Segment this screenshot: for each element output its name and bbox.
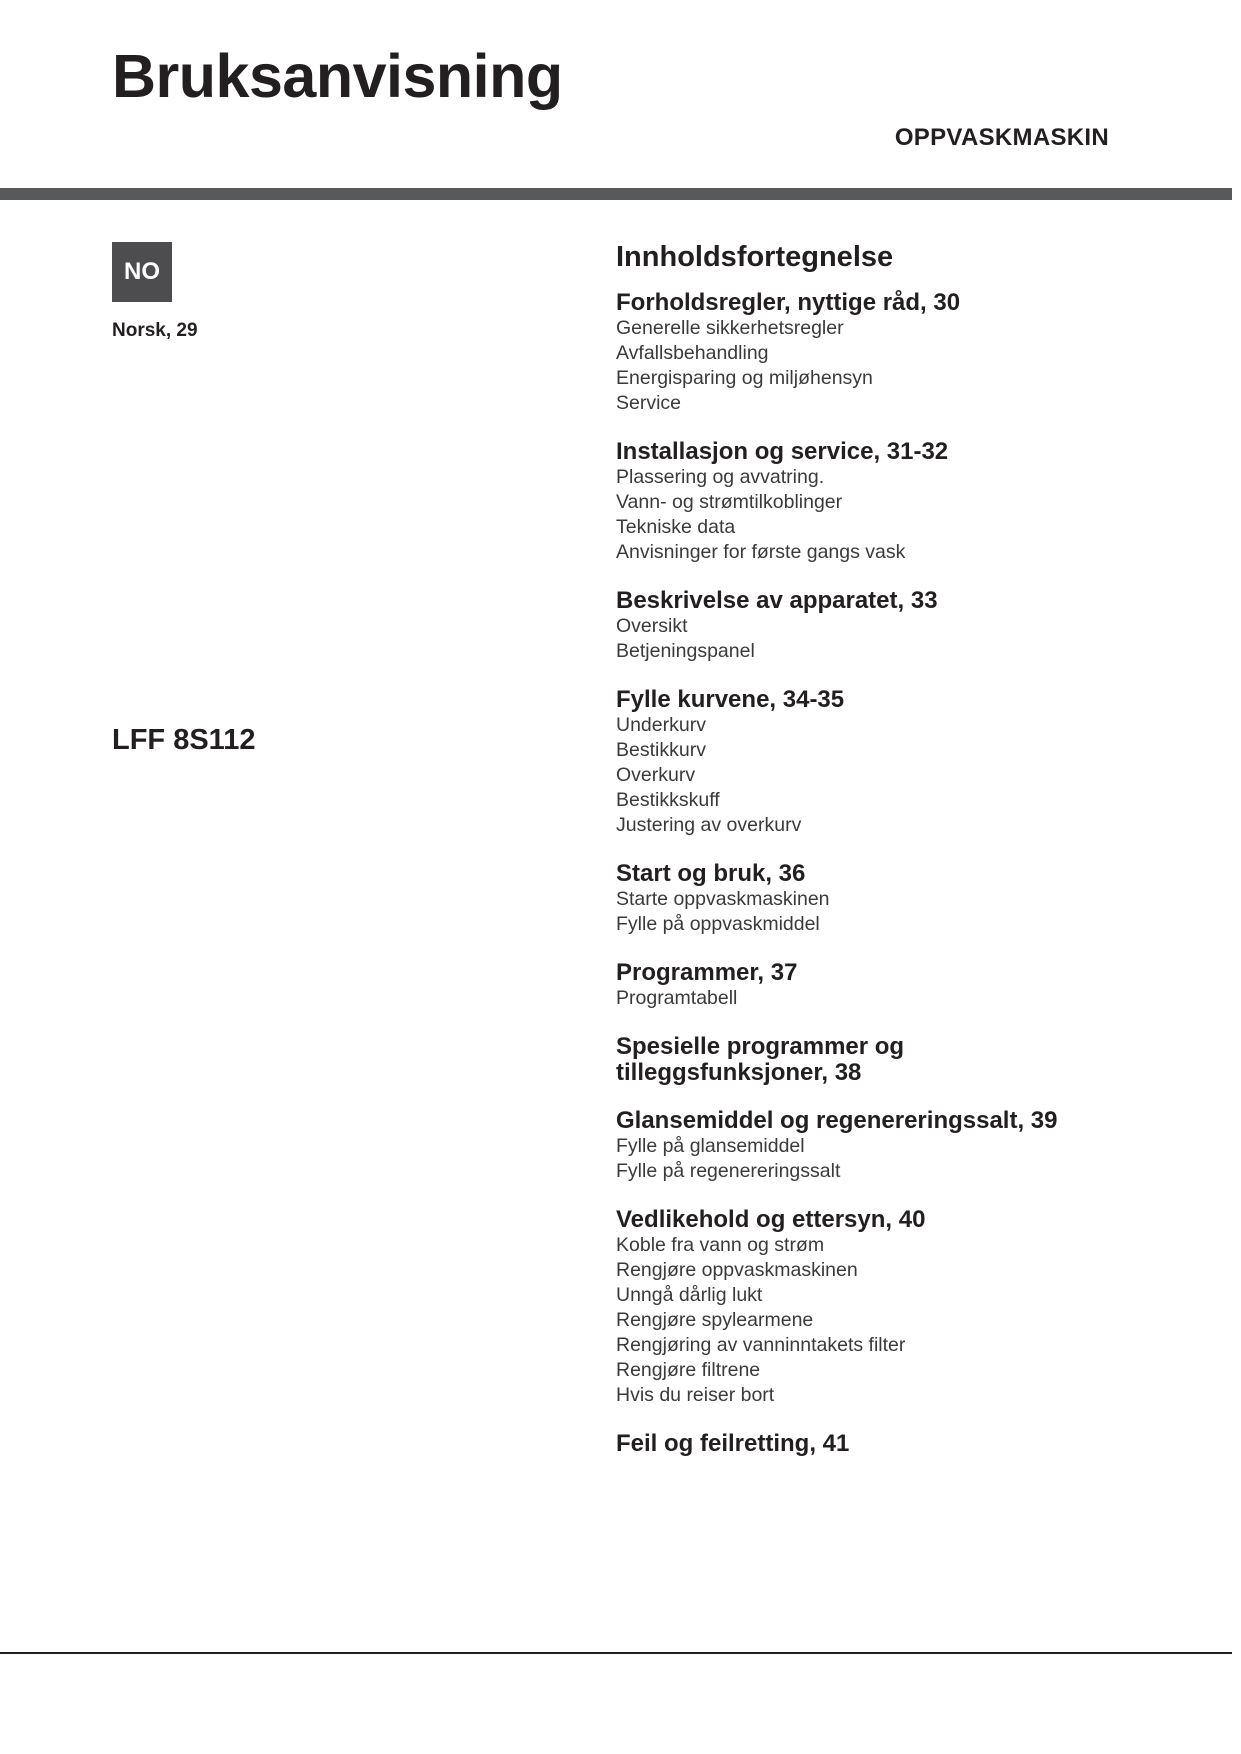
language-badge: NO: [112, 242, 172, 302]
toc-item: Rengjøring av vanninntakets filter: [616, 1334, 906, 1356]
header-divider-bar: [0, 188, 1232, 200]
toc-section: [616, 588, 1176, 664]
toc-heading: Innholdsfortegnelse: [616, 241, 894, 273]
toc-item: Generelle sikkerhetsregler: [616, 317, 844, 339]
language-page-label: Norsk, 29: [112, 320, 198, 341]
toc-section-title: Forholdsregler, nyttige råd, 30: [616, 289, 961, 316]
toc-section: [616, 439, 1176, 565]
toc-section: [616, 290, 1176, 416]
toc-item: Fylle på oppvaskmiddel: [616, 913, 820, 935]
toc-section-title: Programmer, 37: [616, 959, 798, 986]
table-of-contents: [616, 240, 1176, 1479]
footer-divider-line: [0, 1652, 1232, 1654]
toc-item: Tekniske data: [616, 516, 736, 538]
toc-item: Bestikkskuff: [616, 789, 720, 811]
toc-item: Unngå dårlig lukt: [616, 1284, 763, 1306]
toc-item: Fylle på regenereringssalt: [616, 1160, 841, 1182]
toc-section-title: Installasjon og service, 31-32: [616, 438, 949, 465]
toc-item: Rengjøre spylearmene: [616, 1309, 814, 1331]
toc-section: [616, 1034, 1176, 1085]
toc-item: Energisparing og miljøhensyn: [616, 367, 873, 389]
toc-item: Rengjøre oppvaskmaskinen: [616, 1259, 858, 1281]
toc-item: Underkurv: [616, 714, 706, 736]
toc-item: Vann- og strømtilkoblinger: [616, 491, 843, 513]
toc-item: Starte oppvaskmaskinen: [616, 888, 830, 910]
toc-section-title: Spesielle programmer og: [616, 1033, 905, 1060]
toc-section-title: Vedlikehold og ettersyn, 40: [616, 1206, 926, 1233]
toc-section-title: Start og bruk, 36: [616, 860, 806, 887]
toc-item: Justering av overkurv: [616, 814, 802, 836]
toc-item: Overkurv: [616, 764, 696, 786]
toc-section-title: tilleggsfunksjoner, 38: [616, 1059, 862, 1086]
toc-item: Anvisninger for første gangs vask: [616, 541, 906, 563]
toc-section: [616, 960, 1176, 1011]
toc-section: [616, 1431, 1176, 1456]
toc-item: Koble fra vann og strøm: [616, 1234, 825, 1256]
toc-section: [616, 1207, 1176, 1408]
toc-item: Plassering og avvatring.: [616, 466, 825, 488]
toc-item: Rengjøre filtrene: [616, 1359, 761, 1381]
toc-item: Hvis du reiser bort: [616, 1384, 775, 1406]
document-title: Bruksanvisning: [112, 42, 563, 110]
toc-section: [616, 861, 1176, 937]
toc-item: Betjeningspanel: [616, 640, 755, 662]
toc-item: Programtabell: [616, 987, 738, 1009]
product-type-label: OPPVASKMASKIN: [894, 124, 1109, 151]
toc-section-title: Beskrivelse av apparatet, 33: [616, 587, 938, 614]
toc-section-title: Fylle kurvene, 34-35: [616, 686, 845, 713]
toc-item: Oversikt: [616, 615, 688, 637]
toc-item: Bestikkurv: [616, 739, 706, 761]
toc-section: [616, 687, 1176, 838]
model-number: LFF 8S112: [112, 724, 256, 756]
toc-section-title: Glansemiddel og regenereringssalt, 39: [616, 1107, 1058, 1134]
toc-item: Fylle på glansemiddel: [616, 1135, 805, 1157]
toc-section: [616, 1108, 1176, 1184]
toc-section-title: Feil og feilretting, 41: [616, 1430, 850, 1457]
toc-item: Avfallsbehandling: [616, 342, 769, 364]
toc-item: Service: [616, 392, 682, 414]
